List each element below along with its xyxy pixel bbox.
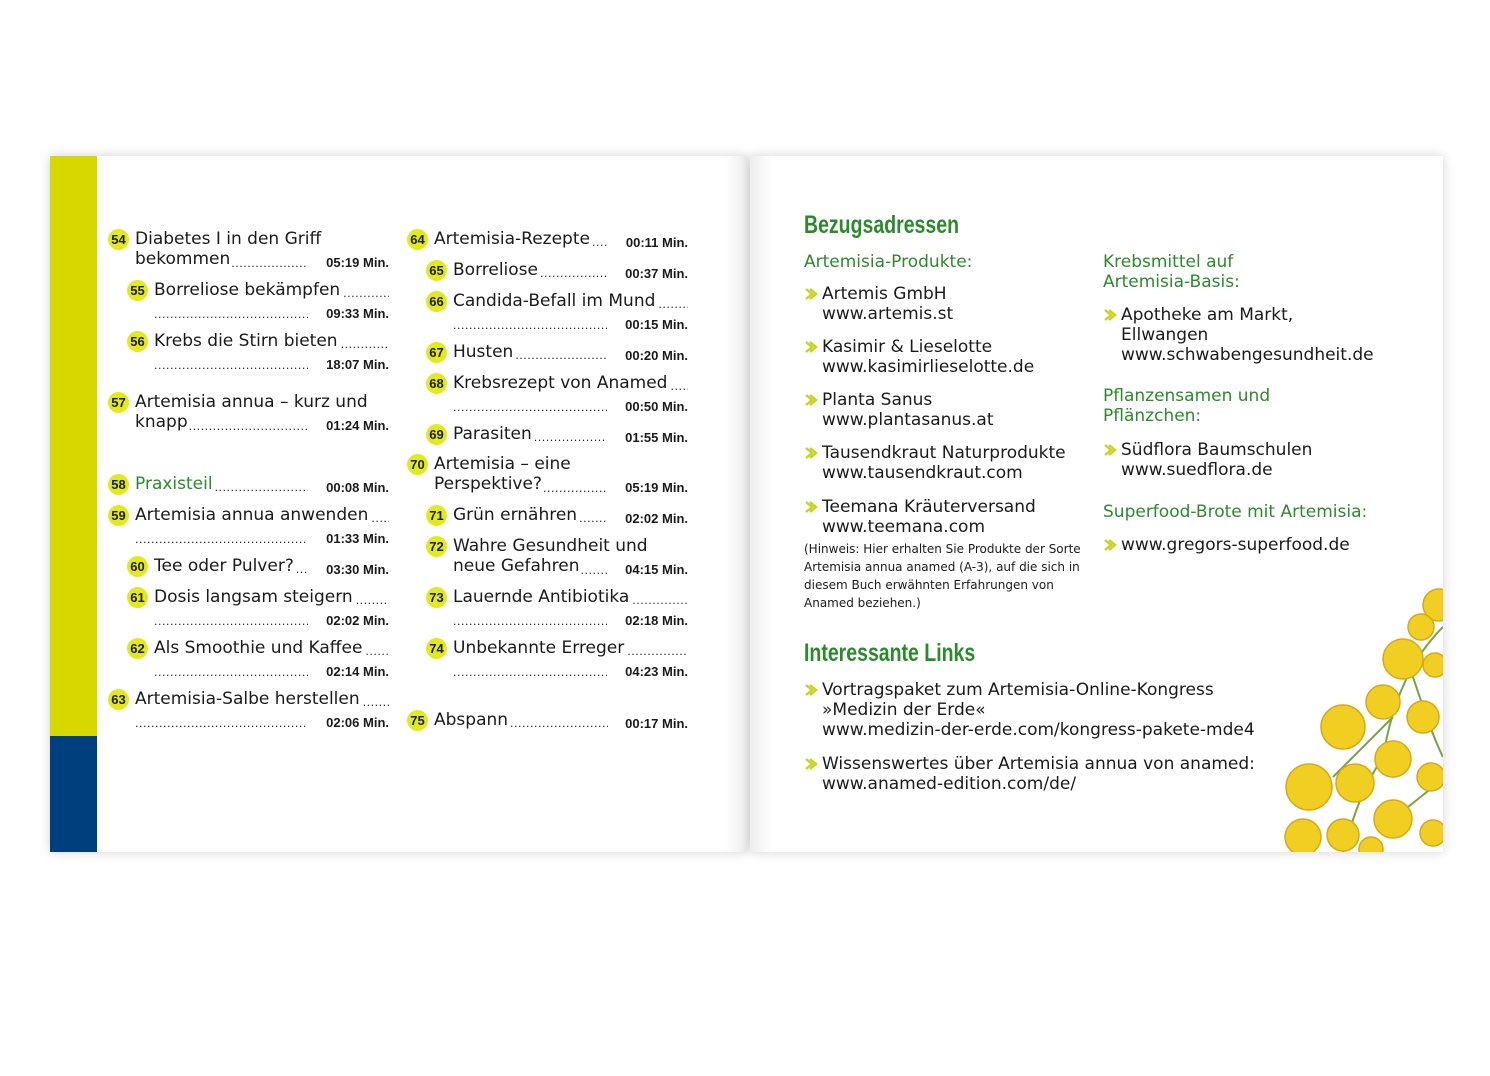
link-text: Vortragspaket zum Artemisia-Online-Kongress (822, 680, 1214, 700)
arrow-right-icon (804, 340, 818, 354)
chapter-duration: 00:50 Min. (625, 399, 688, 414)
address-url[interactable]: www.kasimirlieselotte.de (822, 357, 1035, 377)
dot-leader (658, 300, 688, 312)
chapter-number-badge: 68 (426, 373, 447, 394)
address-name: Artemis GmbH (822, 284, 947, 304)
dot-leader (356, 596, 389, 608)
chapter-duration: 09:33 Min. (326, 306, 389, 321)
dot-leader (670, 382, 688, 394)
toc-entry (426, 373, 688, 415)
dot-leader (632, 596, 688, 608)
chapter-number-badge: 55 (127, 280, 148, 301)
chapter-duration: 05:19 Min. (625, 480, 688, 495)
dot-leader (341, 340, 389, 352)
chapter-title-continued: neue Gefahren (453, 556, 580, 576)
dot-leader (627, 647, 688, 659)
chapter-number-badge: 63 (108, 689, 129, 710)
chapter-title: Dosis langsam steigern (154, 587, 353, 607)
chapter-number-badge: 75 (407, 710, 428, 731)
address-url[interactable]: www.teemana.com (822, 517, 986, 537)
toc-entry (426, 638, 688, 680)
toc-entry (127, 587, 389, 629)
address-url[interactable]: www.schwabengesundheit.de (1121, 345, 1374, 365)
chapter-duration: 18:07 Min. (326, 357, 389, 372)
chapter-duration: 04:15 Min. (625, 562, 688, 577)
chapter-title: Artemisia – eine (434, 454, 571, 474)
toc-entry (426, 291, 688, 333)
chapter-number-badge: 69 (426, 424, 447, 445)
superfood-label: Superfood-Brote mit Artemisia: (1103, 502, 1368, 522)
chapter-number-badge: 66 (426, 291, 447, 312)
chapter-number-badge: 73 (426, 587, 447, 608)
chapter-number-badge: 74 (426, 638, 447, 659)
chapter-title: Wahre Gesundheit und (453, 536, 648, 556)
chapter-title: Krebsrezept von Anamed (453, 373, 668, 393)
chapter-title: Tee oder Pulver? (154, 556, 294, 576)
toc-entry (108, 392, 389, 434)
chapter-number-badge: 60 (127, 556, 148, 577)
chapter-number-badge: 59 (108, 505, 129, 526)
toc-entry (407, 454, 688, 496)
arrow-right-icon (1103, 443, 1117, 457)
chapter-duration: 01:33 Min. (326, 531, 389, 546)
chapter-title: Unbekannte Erreger (453, 638, 625, 658)
toc-entry (127, 331, 389, 373)
address-name: Tausendkraut Naturprodukte (822, 443, 1066, 463)
chapter-title: Artemisia annua – kurz und (135, 392, 368, 412)
chapter-duration: 00:11 Min. (625, 235, 688, 250)
arrow-right-icon (804, 683, 818, 697)
chapter-duration: 02:02 Min. (326, 613, 389, 628)
arrow-right-icon (804, 446, 818, 460)
dot-leader (515, 351, 607, 363)
chapter-title: Praxisteil (135, 474, 213, 494)
arrow-right-icon (804, 500, 818, 514)
chapter-title-continued: bekommen (135, 249, 231, 269)
toc-entry (426, 536, 688, 578)
chapter-number-badge: 61 (127, 587, 148, 608)
arrow-right-icon (1103, 308, 1117, 322)
dot-leader (453, 668, 607, 680)
toc-entry (108, 229, 389, 271)
chapter-title: Candida-Befall im Mund (453, 291, 656, 311)
chapter-title: Borreliose (453, 260, 538, 280)
address-url[interactable]: www.tausendkraut.com (822, 463, 1023, 483)
chapter-number-badge: 64 (407, 229, 428, 250)
address-url[interactable]: www.plantasanus.at (822, 410, 994, 430)
dot-leader (154, 668, 308, 680)
chapter-title: Diabetes I in den Griff (135, 229, 322, 249)
dot-leader (363, 698, 389, 710)
arrow-right-icon (804, 757, 818, 771)
chapter-title: Artemisia-Salbe herstellen (135, 689, 360, 709)
chapter-number-badge: 56 (127, 331, 148, 352)
dot-leader (135, 719, 308, 731)
chapter-title: Parasiten (453, 424, 532, 444)
blue-sidebar-bar (50, 736, 97, 852)
toc-entry (127, 280, 389, 322)
dot-leader (154, 361, 308, 373)
chapter-duration: 00:17 Min. (625, 716, 688, 731)
toc-entry (108, 505, 389, 547)
chapter-duration: 00:08 Min. (326, 480, 389, 495)
chapter-duration: 00:37 Min. (625, 266, 688, 281)
toc-entry (108, 689, 389, 731)
address-name: Teemana Kräuterversand (822, 497, 1036, 517)
chapter-title-continued: Perspektive? (434, 474, 542, 494)
chapter-title: Krebs die Stirn bieten (154, 331, 338, 351)
interessante-links-heading: Interessante Links (804, 639, 976, 667)
bezugsadressen-heading: Bezugsadressen (804, 211, 959, 239)
dot-leader (154, 310, 308, 322)
chapter-title: Artemisia-Rezepte (434, 229, 590, 249)
chapter-duration: 01:24 Min. (326, 418, 389, 433)
chapter-number-badge: 67 (426, 342, 447, 363)
address-name: Kasimir & Lieselotte (822, 337, 993, 357)
dot-leader (581, 566, 608, 578)
krebsmittel-label: Krebsmittel auf Artemisia-Basis: (1103, 252, 1240, 292)
chapter-duration: 03:30 Min. (326, 562, 389, 577)
dot-leader (215, 483, 309, 495)
chapter-number-badge: 65 (426, 260, 447, 281)
tansy-flowers-image (1273, 587, 1443, 852)
chapter-duration: 04:23 Min. (625, 664, 688, 679)
address-url[interactable]: www.suedflora.de (1121, 460, 1273, 480)
chapter-duration: 02:02 Min. (625, 511, 688, 526)
left-page (50, 156, 747, 852)
gutter-shadow (750, 156, 772, 852)
dot-leader (231, 259, 308, 271)
link-url[interactable]: www.anamed-edition.com/de/ (822, 774, 1077, 794)
dot-leader (592, 238, 608, 250)
pflanzensamen-label: Pflanzensamen und Pflänzchen: (1103, 386, 1271, 426)
chapter-title-continued: knapp (135, 412, 188, 432)
chapter-number-badge: 58 (108, 474, 129, 495)
chapter-title: Lauernde Antibiotika (453, 587, 630, 607)
address-name: Südflora Baumschulen (1121, 440, 1313, 460)
dot-leader (453, 617, 607, 629)
chapter-duration: 00:20 Min. (625, 348, 688, 363)
dot-leader (189, 422, 309, 434)
chapter-number-badge: 70 (407, 454, 428, 475)
dot-leader (543, 484, 608, 496)
chapter-title: Als Smoothie und Kaffee (154, 638, 363, 658)
toc-entry (127, 638, 389, 680)
yellow-sidebar-bar (50, 156, 97, 736)
dot-leader (579, 514, 607, 526)
chapter-duration: 05:19 Min. (326, 255, 389, 270)
dot-leader (453, 403, 607, 415)
chapter-duration: 01:55 Min. (625, 430, 688, 445)
right-page (750, 156, 1443, 852)
dot-leader (453, 321, 607, 333)
toc-entry (407, 710, 688, 752)
address-url[interactable]: www.artemis.st (822, 304, 954, 324)
dot-leader (343, 289, 389, 301)
dot-leader (371, 514, 389, 526)
chapter-title: Abspann (434, 710, 509, 730)
chapter-number-badge: 71 (426, 505, 447, 526)
dot-leader (154, 617, 308, 629)
chapter-duration: 02:14 Min. (326, 664, 389, 679)
chapter-title: Husten (453, 342, 514, 362)
address-name: Apotheke am Markt, (1121, 305, 1294, 325)
dot-leader (510, 719, 607, 731)
arrow-right-icon (1103, 538, 1117, 552)
gutter-shadow (725, 156, 747, 852)
dot-leader (365, 647, 389, 659)
chapter-number-badge: 72 (426, 536, 447, 557)
chapter-duration: 00:15 Min. (625, 317, 688, 332)
hinweis-note: (Hinweis: Hier erhalten Sie Produkte der Sorte Artemisia annua anamed (A-3), auf die sich in diesem Buch erwähnten Erfahrungen von Anamed beziehen.) (804, 542, 1081, 610)
dot-leader (540, 269, 608, 281)
chapter-title: Artemisia annua anwenden (135, 505, 369, 525)
chapter-duration: 02:18 Min. (625, 613, 688, 628)
arrow-right-icon (804, 393, 818, 407)
chapter-duration: 02:06 Min. (326, 715, 389, 730)
link-text: »Medizin der Erde« (822, 700, 986, 720)
chapter-number-badge: 54 (108, 229, 129, 250)
address-url[interactable]: www.gregors-superfood.de (1121, 535, 1350, 555)
link-url[interactable]: www.medizin-der-erde.com/kongress-pakete-mde4 (822, 720, 1255, 740)
chapter-title: Grün ernähren (453, 505, 578, 525)
dot-leader (296, 565, 309, 577)
artemisia-products-label: Artemisia-Produkte: (804, 252, 973, 272)
chapter-number-badge: 62 (127, 638, 148, 659)
dot-leader (135, 535, 308, 547)
chapter-title: Borreliose bekämpfen (154, 280, 341, 300)
toc-entry (426, 587, 688, 629)
link-text: Wissenswertes über Artemisia annua von anamed: (822, 754, 1255, 774)
chapter-number-badge: 57 (108, 392, 129, 413)
address-name: Planta Sanus (822, 390, 933, 410)
dot-leader (534, 433, 608, 445)
address-city: Ellwangen (1121, 325, 1209, 345)
arrow-right-icon (804, 287, 818, 301)
